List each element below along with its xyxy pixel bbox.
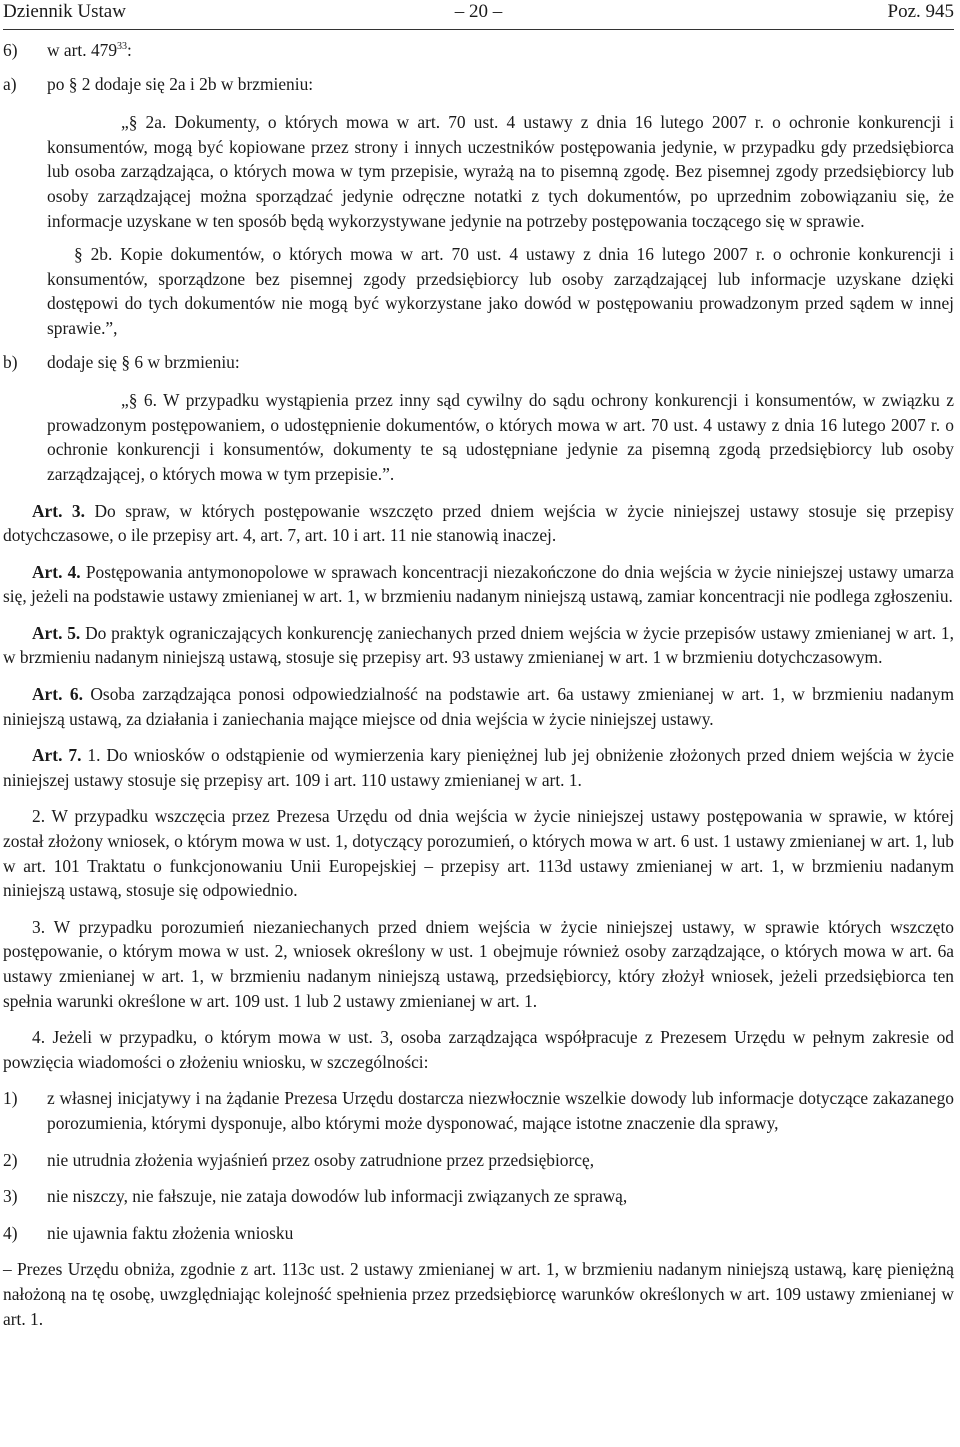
- closing-paragraph: – Prezes Urzędu obniża, zgodnie z art. 113c ust. 2 ustawy zmienianej w art. 1, w brzmieniu nadanym niniejszą ustawą, karę pieniężną nałożoną na tę osobę, uwzględniając kolejność spełnienia przez przedsiębiorcę warunków określonych w art. 109 ustawy zmienianej w art. 1.: [3, 1259, 954, 1329]
- list-item: [3, 1184, 954, 1209]
- item-label: 6): [3, 40, 18, 60]
- sub-point-label: a): [3, 73, 17, 94]
- article-label: Art. 4.: [32, 561, 81, 582]
- page-number: – 20 –: [454, 1, 503, 22]
- article-text: Postępowania antymonopolowe w sprawach koncentracji niezakończone do dnia wejścia w życie niniejszej ustawy umarza się, jeżeli na podstawie ustawy zmienianej w art. 1, w brzmieniu nadanym niniejszą ustawą, zamiar koncentracji nie podlega zgłoszeniu.: [3, 561, 954, 607]
- sub-point-b: [3, 350, 954, 375]
- item-text: w art. $479^{33}$:: [47, 40, 132, 60]
- document-body: [3, 38, 954, 1331]
- quoted-paragraph-2b: § 2b. Kopie dokumentów, o których mowa w art. 70 ust. 4 ustawy z dnia 16 lutego 2007 r. o ochronie konkurencji i konsumentów, sporządzone bez pisemnej zgody przedsiębiorcy lub osoby zarządzającej lub informacje uzyskane dzięki dostępowi do tych dokumentów nie mogą być wykorzystane jako dowód w postępowaniu prowadzonym przed sądem w innej sprawie.”,: [47, 244, 954, 338]
- list-item: [3, 1221, 954, 1246]
- list-item-label: 3): [3, 1186, 18, 1207]
- list-item-text: z własnej inicjatywy i na żądanie Prezesa Urzędu dostarcza niezwłocznie wszelkie dowody lub informacje dotyczące zakazanego porozumienia, którymi dysponuje, albo którymi może dysponować, mające istotne znaczenie dla sprawy,: [47, 1088, 954, 1133]
- journal-title: Dziennik Ustaw: [3, 1, 126, 22]
- article-label: Art. 3.: [32, 500, 85, 521]
- article-4: [3, 560, 954, 609]
- header-rule: [3, 29, 954, 30]
- article-3: [3, 499, 954, 548]
- list-item: [3, 1086, 954, 1135]
- article-text: Do praktyk ograniczających konkurencję zaniechanych przed dniem wejścia w życie przepisów ustawy zmienianej w art. 1, w brzmieniu nadanym niniejszą ustawą, stosuje się przepisy art. 93 ustawy zmienianej w art. 1 w brzmieniu dotychczasowym.: [3, 622, 954, 668]
- sub-point-label: b): [3, 351, 18, 372]
- position-number: Poz. 945: [887, 1, 954, 22]
- article-text: 1. Do wniosków o odstąpienie od wymierzenia kary pieniężnej lub jej obniżenie złożonych przed dniem wejścia w życie niniejszej ustawy stosuje się przepisy art. 109 i art. 110 ustawy zmienianej w art. 1.: [3, 745, 954, 790]
- sub-point-a: [3, 72, 954, 97]
- quoted-paragraph-6: „§ 6. W przypadku wystąpienia przez inny sąd cywilny do sądu ochrony konkurencji i konsumentów, w związku z prowadzonym postępowaniem, o udostępnienie dokumentów, o których mowa w art. 70 ust. 4 ustawy z dnia 16 lutego 2007 r. o ochronie konkurencji i konsumentów, dokumenty te są udostępniane jedynie za pisemną zgodą przedsiębiorcy lub osoby zarządzającej, o których mowa w tym przepisie.”.: [47, 390, 954, 484]
- article-7-ust-3: 3. W przypadku porozumień niezaniechanych przed dniem wejścia w życie niniejszej ustawy, w sprawie których wszczęto postępowanie, o którym mowa w ust. 2, wniosek określony w ust. 1 obejmuje również osoby zarządzające, o których mowa w art. 6a ustawy zmienianej w art. 1, w brzmieniu nadanym niniejszą ustawą, przedsiębiorcy, który złożył wniosek, jeżeli przedsiębiorca ten spełnia warunki określone w art. 109 ust. 1 lub 2 ustawy zmienianej w art. 1.: [3, 916, 954, 1011]
- amendment-item-6: [3, 38, 954, 63]
- article-label: Art. 5.: [32, 622, 81, 643]
- article-label: Art. 7.: [32, 745, 82, 766]
- list-item-label: 2): [3, 1149, 18, 1170]
- article-label: Art. 6.: [32, 684, 83, 705]
- article-5: [3, 621, 954, 670]
- article-6: [3, 682, 954, 731]
- superscript: 33: [117, 41, 128, 53]
- quoted-paragraph-2a: „§ 2a. Dokumenty, o których mowa w art. 70 ust. 4 ustawy z dnia 16 lutego 2007 r. o ochronie konkurencji i konsumentów, mogą być kopiowane przez strony i innych uczestników postępowania jedynie, w przypadku gdy przedsiębiorca lub osoba zarządzająca, o których mowa w tym przepisie, wyrażą na to pisemną zgodę. Bez pisemnej zgody przedsiębiorcy lub osoby zarządzającej można sporządzać jedynie odręczne notatki z tych dokumentów, po uprzednim zobowiązaniu się, że informacje uzyskane w ten sposób będą wykorzystywane jedynie na potrzeby postępowania toczącego się w sprawie.: [47, 112, 954, 231]
- list-item-text: nie ujawnia faktu złożenia wniosku: [47, 1222, 294, 1243]
- list-item-label: 1): [3, 1088, 18, 1109]
- list-item-text: nie utrudnia złożenia wyjaśnień przez osoby zatrudnione przez przedsiębiorcę,: [47, 1149, 595, 1170]
- list-item-text: nie niszczy, nie fałszuje, nie zataja dowodów lub informacji związanych ze sprawą,: [47, 1186, 628, 1207]
- page-header: [3, 0, 954, 30]
- article-7-ust-2: 2. W przypadku wszczęcia przez Prezesa Urzędu od dnia wejścia w życie niniejszej ustawy postępowania w sprawie, w której został złożony wniosek, o którym mowa w ust. 1, dotyczący porozumień, o których mowa w art. 6 ust. 1 ustawy zmienianej w art. 1, lub w art. 101 Traktatu o funkcjonowaniu Unii Europejskiej – przepisy art. 113d ustawy zmienianej w art. 1, w brzmieniu nadanym niniejszą ustawą, stosuje się odpowiednio.: [3, 806, 954, 901]
- article-7-ust-4: 4. Jeżeli w przypadku, o którym mowa w ust. 3, osoba zarządzająca współpracuje z Prezesem Urzędu w pełnym zakresie od powzięcia wiadomości o złożeniu wniosku, w szczególności:: [3, 1027, 954, 1072]
- article-text: Do spraw, w których postępowanie wszczęto przed dniem wejścia w życie niniejszej ustawy stosuje się przepisy dotychczasowe, o ile przepisy art. 4, art. 7, art. 10 i art. 11 nie stanowią inaczej.: [3, 500, 954, 546]
- list-item-label: 4): [3, 1222, 18, 1243]
- sub-point-text: dodaje się § 6 w brzmieniu:: [47, 351, 240, 372]
- sub-point-text: po § 2 dodaje się 2a i 2b w brzmieniu:: [47, 73, 314, 94]
- article-text: Osoba zarządzająca ponosi odpowiedzialność na podstawie art. 6a ustawy zmienianej w art. 1, w brzmieniu nadanym niniejszą ustawą, za działania i zaniechania mające miejsce od dnia wejścia w życie niniejszej ustawy.: [3, 684, 954, 729]
- list-item: [3, 1148, 954, 1173]
- article-7-ust-1: [3, 743, 954, 792]
